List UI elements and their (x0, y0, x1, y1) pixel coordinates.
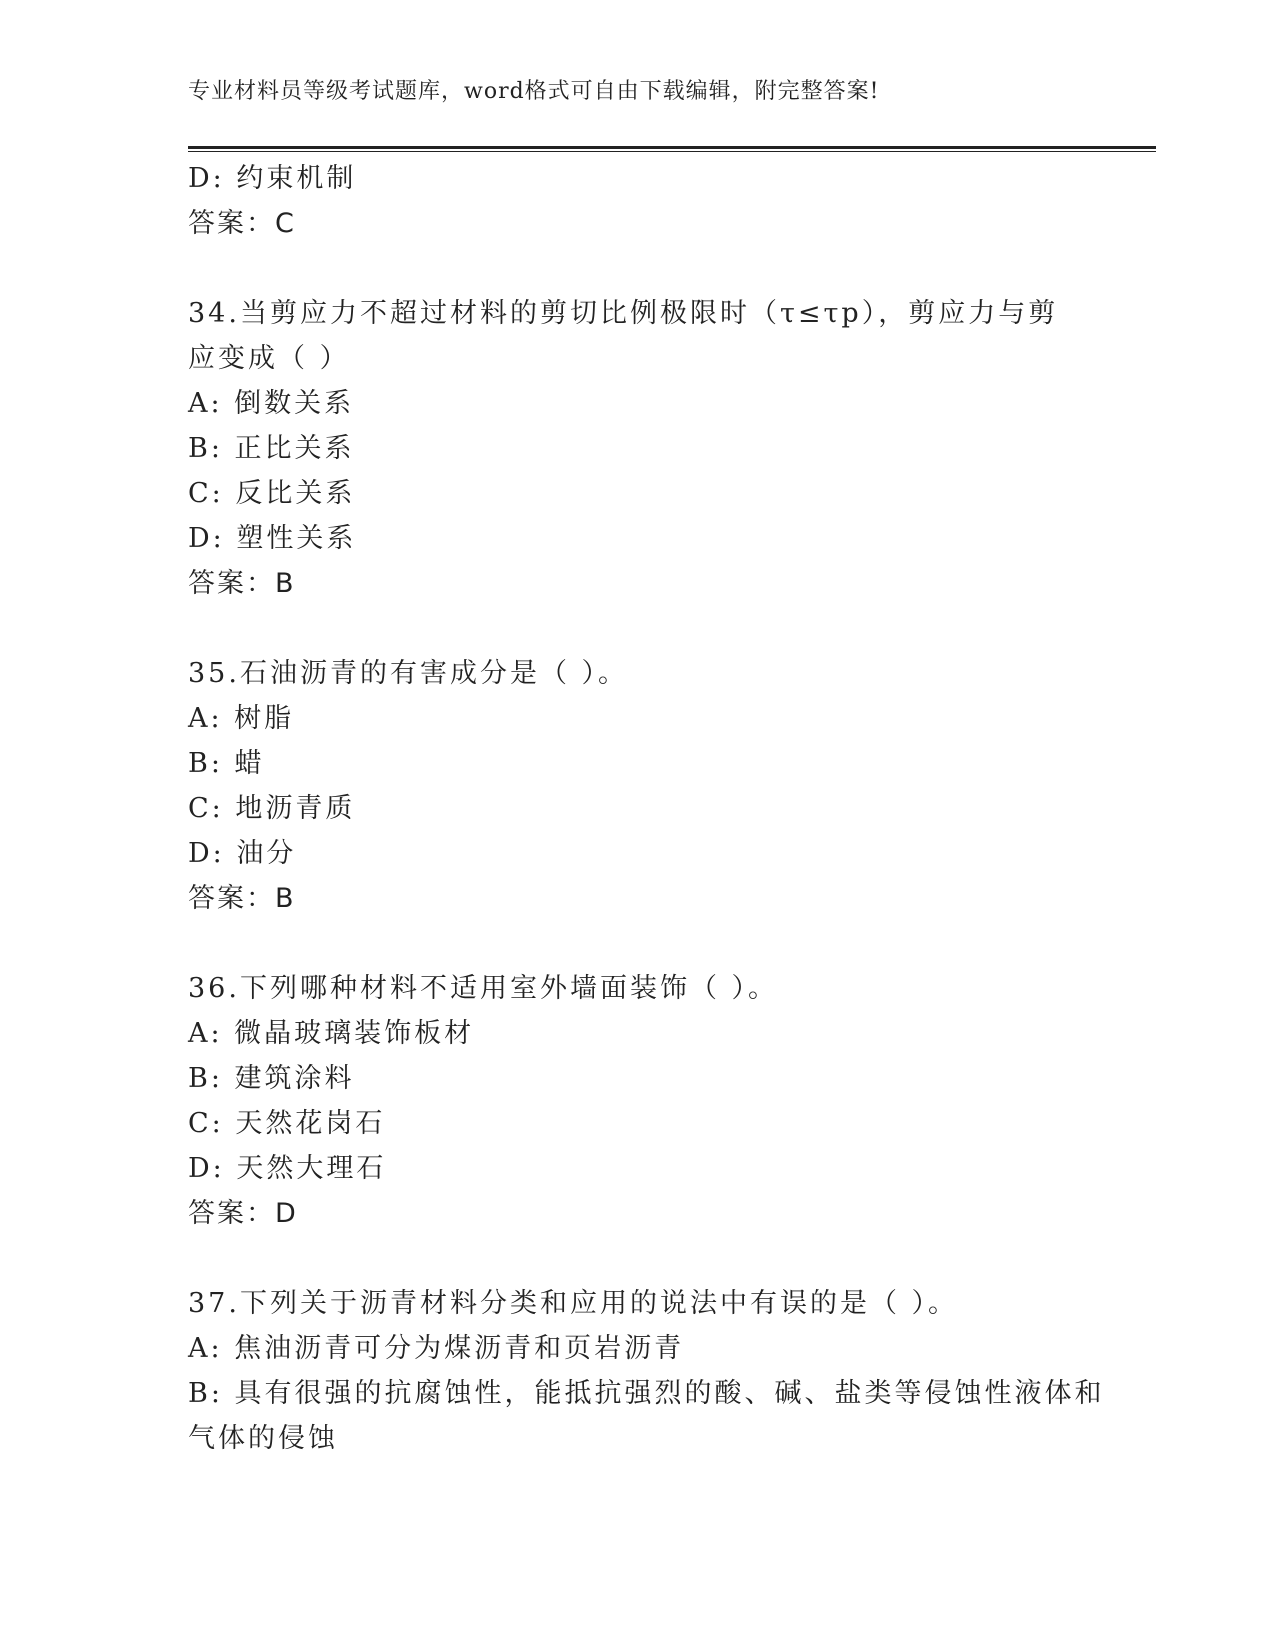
option-d: D: 油分 (188, 838, 297, 869)
option-d: D: 约束机制 (188, 163, 357, 194)
question-stem: 37.下列关于沥青材料分类和应用的说法中有误的是（ ）。 (188, 1288, 959, 1319)
option-a: A: 倒数关系 (188, 388, 355, 419)
answer-label: 答案： (188, 568, 275, 599)
question-stem: 35.石油沥青的有害成分是（ ）。 (188, 658, 629, 689)
option-d: D: 塑性关系 (188, 523, 357, 554)
answer-label: 答案： (188, 1198, 275, 1229)
option-c: C: 天然花岗石 (188, 1108, 386, 1139)
answer-value: B (275, 568, 294, 599)
option-c: C: 地沥青质 (188, 793, 356, 824)
header-rule-thick (188, 146, 1156, 149)
option-a: A: 微晶玻璃装饰板材 (188, 1018, 475, 1049)
question-stem-continued: 应变成（ ） (188, 343, 350, 374)
option-b: B: 具有很强的抗腐蚀性，能抵抗强烈的酸、碱、盐类等侵蚀性液体和 (188, 1378, 1105, 1409)
answer-line (188, 561, 294, 600)
option-a: A: 树脂 (188, 703, 295, 734)
answer-value: D (275, 1198, 296, 1229)
answer-value: B (275, 883, 294, 914)
answer-label: 答案： (188, 208, 275, 239)
answer-line (188, 201, 294, 240)
option-b: B: 正比关系 (188, 433, 355, 464)
question-stem: 36.下列哪种材料不适用室外墙面装饰（ ）。 (188, 973, 779, 1004)
page-header: 专业材料员等级考试题库，word格式可自由下载编辑，附完整答案! (188, 79, 880, 104)
option-b: B: 建筑涂料 (188, 1063, 355, 1094)
header-rule-thin (188, 151, 1156, 152)
answer-label: 答案： (188, 883, 275, 914)
question-stem: 34.当剪应力不超过材料的剪切比例极限时（τ≤τp），剪应力与剪 (188, 298, 1059, 329)
option-d: D: 天然大理石 (188, 1153, 387, 1184)
option-a: A: 焦油沥青可分为煤沥青和页岩沥青 (188, 1333, 685, 1364)
answer-line (188, 876, 294, 915)
answer-value: C (275, 208, 294, 239)
answer-line (188, 1191, 296, 1230)
option-c: C: 反比关系 (188, 478, 356, 509)
option-b-continued: 气体的侵蚀 (188, 1423, 338, 1454)
option-b: B: 蜡 (188, 748, 265, 779)
